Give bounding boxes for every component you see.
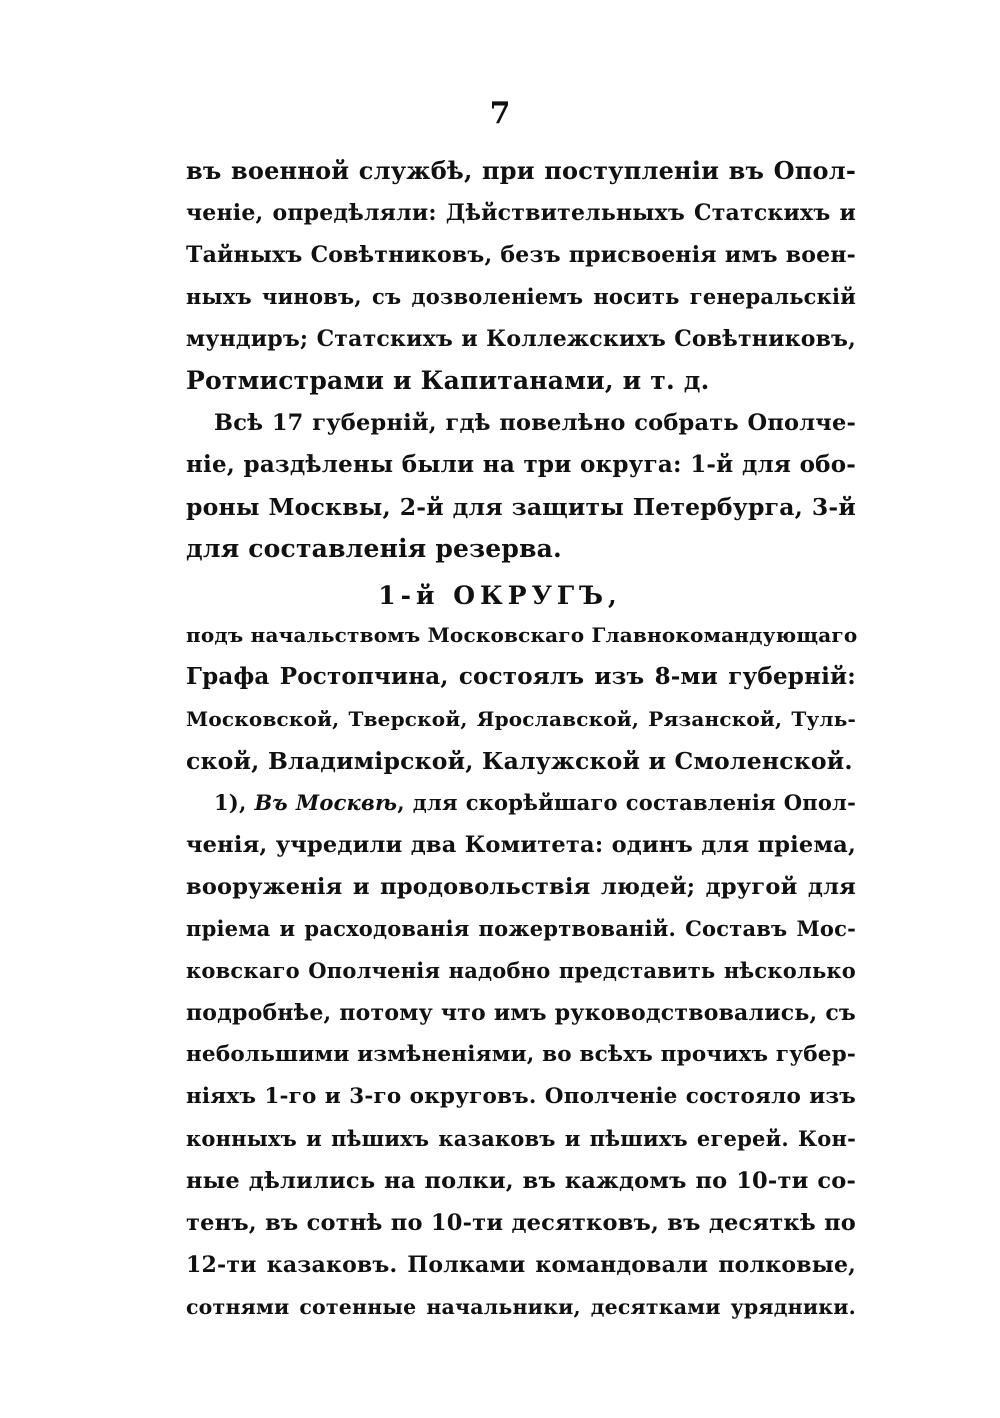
- text-line: Всѣ 17 губерній, гдѣ повелѣно собрать Ополче-: [214, 410, 856, 436]
- text-line: ской, Владимірской, Калужской и Смоленской.: [186, 747, 853, 775]
- text-line: Московской, Тверской, Ярославской, Рязанской, Туль-: [186, 707, 856, 731]
- text-line: въ военной службѣ, при поступленіи въ Опол-: [186, 156, 856, 185]
- text-line: ныхъ чиновъ, съ дозволеніемъ носить генеральскій: [186, 284, 856, 309]
- text-line: подъ начальствомъ Московскаго Главнокомандующаго: [186, 623, 858, 647]
- page-number: 7: [489, 96, 511, 131]
- text-line: роны Москвы, 2-й для защиты Петербурга, 3-й: [186, 493, 856, 521]
- text-line: 12-ти казаковъ. Полками командовали полковые,: [186, 1252, 856, 1278]
- text-line: для составленія резерва.: [186, 534, 562, 563]
- text-line: подробнѣе, потому что имъ руководствовались, съ: [186, 1000, 856, 1026]
- text-line: небольшими измѣненіями, во всѣхъ прочихъ губер-: [186, 1042, 856, 1067]
- text-line: вооруженія и продовольствія людей; другой для: [186, 874, 856, 900]
- list-marker: 1),: [214, 790, 255, 815]
- text-run: , для скорѣйшаго составленія Опол-: [397, 790, 856, 815]
- text-line: ніяхъ 1-го и 3-го округовъ. Ополченіе состояло изъ: [186, 1084, 856, 1109]
- text-line: мундиръ; Статскихъ и Коллежскихъ Совѣтниковъ,: [186, 326, 856, 352]
- text-line: ченія, учредили два Комитета: одинъ для пріема,: [186, 832, 856, 858]
- text-line: сотнями сотенные начальники, десятками урядники.: [186, 1295, 856, 1319]
- text-line: [214, 782, 856, 824]
- section-heading: 1-й ОКРУГЪ,: [378, 581, 622, 610]
- text-line: ковскаго Ополченія надобно представить нѣсколько: [186, 958, 856, 983]
- place-name-italic: Въ Москвѣ: [254, 790, 398, 815]
- text-line: тенъ, въ сотнѣ по 10-ти десятковъ, въ десяткѣ по: [186, 1210, 856, 1236]
- text-line: ные дѣлились на полки, въ каждомъ по 10-ти со-: [186, 1168, 856, 1194]
- text-line: конныхъ и пѣшихъ казаковъ и пѣшихъ егерей. Кон-: [186, 1126, 856, 1151]
- text-line: Тайныхъ Совѣтниковъ, безъ присвоенія имъ воен-: [186, 242, 856, 268]
- text-line: ченіе, опредѣляли: Дѣйствительныхъ Статскихъ и: [186, 200, 856, 226]
- text-line: Графа Ростопчина, состоялъ изъ 8-ми губерній:: [186, 663, 856, 690]
- text-line: пріема и расходованія пожертвованій. Составъ Мос-: [186, 916, 856, 941]
- text-line: ніе, раздѣлены были на три округа: 1-й для обо-: [186, 451, 856, 478]
- text-line: Ротмистрами и Капитанами, и т. д.: [186, 366, 710, 395]
